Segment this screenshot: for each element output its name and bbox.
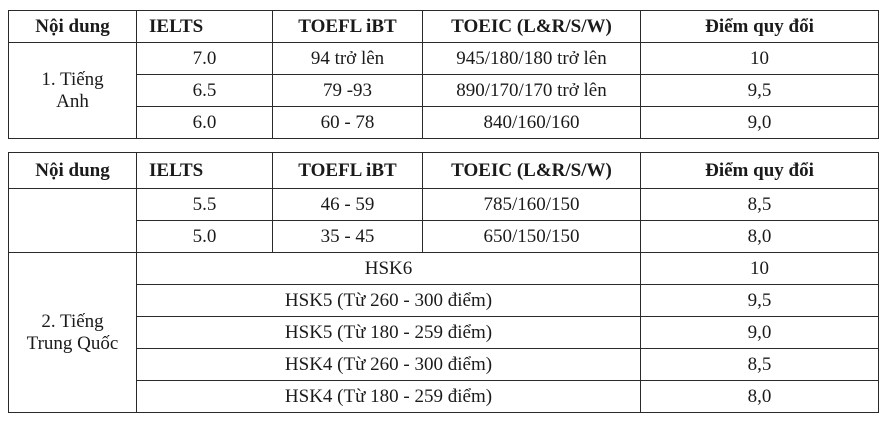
english-chinese-conversion-table xyxy=(8,152,879,413)
toeic-cell: 945/180/180 trở lên xyxy=(423,43,641,75)
toefl-cell: 60 - 78 xyxy=(273,107,423,139)
score-cell: 10 xyxy=(641,253,879,285)
table-row xyxy=(9,189,879,221)
toeic-cell: 785/160/150 xyxy=(423,189,641,221)
header-ielts: IELTS xyxy=(137,153,273,189)
hsk-level-cell: HSK5 (Từ 260 - 300 điểm) xyxy=(137,285,641,317)
score-cell: 9,0 xyxy=(641,317,879,349)
header-score: Điểm quy đổi xyxy=(641,153,879,189)
table-row xyxy=(9,317,879,349)
score-cell: 8,0 xyxy=(641,381,879,413)
category-english: 1. Tiếng Anh xyxy=(9,43,137,139)
toefl-cell: 35 - 45 xyxy=(273,221,423,253)
ielts-cell: 6.5 xyxy=(137,75,273,107)
toeic-cell: 840/160/160 xyxy=(423,107,641,139)
toefl-cell: 46 - 59 xyxy=(273,189,423,221)
table-row xyxy=(9,285,879,317)
header-ielts: IELTS xyxy=(137,11,273,43)
score-cell: 10 xyxy=(641,43,879,75)
header-score: Điểm quy đổi xyxy=(641,11,879,43)
table-row xyxy=(9,43,879,75)
toeic-cell: 890/170/170 trở lên xyxy=(423,75,641,107)
toefl-cell: 79 -93 xyxy=(273,75,423,107)
table-header-row xyxy=(9,153,879,189)
hsk-level-cell: HSK4 (Từ 180 - 259 điểm) xyxy=(137,381,641,413)
table-header-row xyxy=(9,11,879,43)
header-content: Nội dung xyxy=(9,153,137,189)
table-row xyxy=(9,107,879,139)
score-cell: 9,0 xyxy=(641,107,879,139)
header-content: Nội dung xyxy=(9,11,137,43)
ielts-cell: 6.0 xyxy=(137,107,273,139)
table-row xyxy=(9,349,879,381)
score-cell: 9,5 xyxy=(641,285,879,317)
category-empty xyxy=(9,189,137,253)
table-row xyxy=(9,381,879,413)
table-row xyxy=(9,253,879,285)
score-cell: 8,5 xyxy=(641,349,879,381)
toeic-cell: 650/150/150 xyxy=(423,221,641,253)
ielts-cell: 7.0 xyxy=(137,43,273,75)
header-toeic: TOEIC (L&R/S/W) xyxy=(423,11,641,43)
score-cell: 8,5 xyxy=(641,189,879,221)
header-toefl: TOEFL iBT xyxy=(273,153,423,189)
hsk-level-cell: HSK6 xyxy=(137,253,641,285)
header-toefl: TOEFL iBT xyxy=(273,11,423,43)
score-cell: 8,0 xyxy=(641,221,879,253)
toefl-cell: 94 trở lên xyxy=(273,43,423,75)
hsk-level-cell: HSK4 (Từ 260 - 300 điểm) xyxy=(137,349,641,381)
table-row xyxy=(9,75,879,107)
score-cell: 9,5 xyxy=(641,75,879,107)
category-chinese: 2. Tiếng Trung Quốc xyxy=(9,253,137,413)
ielts-cell: 5.5 xyxy=(137,189,273,221)
table-row xyxy=(9,221,879,253)
english-conversion-table xyxy=(8,10,879,139)
header-toeic: TOEIC (L&R/S/W) xyxy=(423,153,641,189)
hsk-level-cell: HSK5 (Từ 180 - 259 điểm) xyxy=(137,317,641,349)
ielts-cell: 5.0 xyxy=(137,221,273,253)
